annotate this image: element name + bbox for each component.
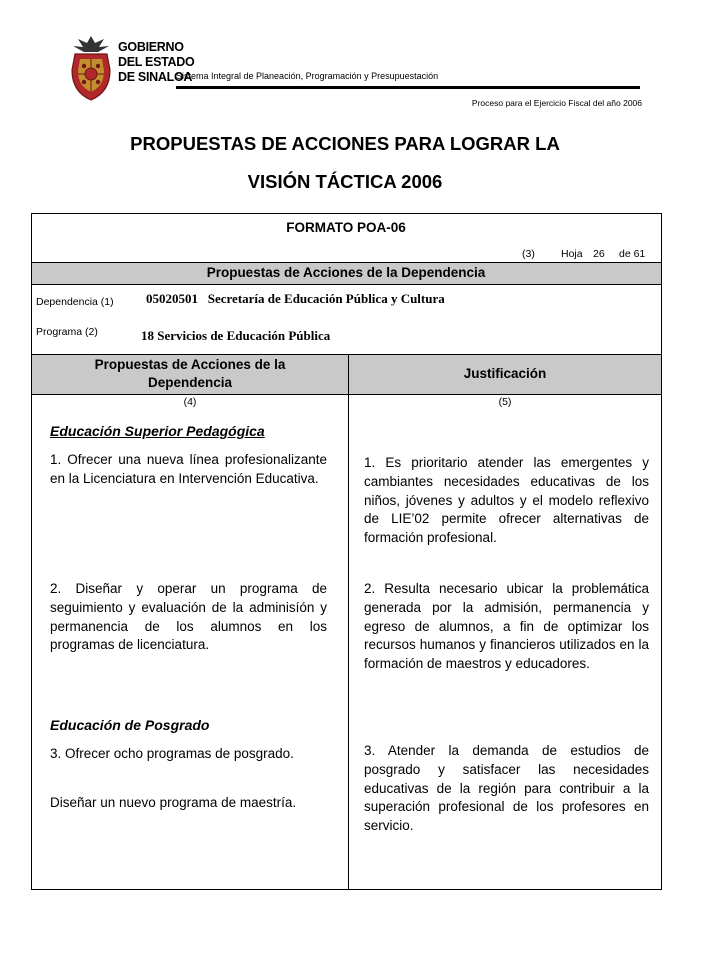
fiscal-process-label: Proceso para el Ejercicio Fiscal del año 2006: [471, 98, 642, 108]
divider: [32, 262, 661, 263]
column-header-justification: Justificación: [463, 366, 547, 381]
column-ref-5: (5): [498, 396, 512, 408]
document-title-line-1: PROPUESTAS DE ACCIONES PARA LOGRAR LA: [130, 133, 560, 154]
heading-educacion-superior: Educación Superior Pedagógica: [50, 423, 265, 439]
dependencia-value: 05020501 Secretaría de Educación Pública y Cultura: [146, 291, 445, 306]
programa-label: Programa (2): [36, 326, 98, 338]
action-item-1: 1. Ofrecer una nueva línea profesionalizante en la Licenciatura en Intervención Educativa.: [50, 452, 327, 486]
sheet-number: 26: [593, 248, 605, 260]
programa-value: 18 Servicios de Educación Pública: [141, 328, 331, 343]
action-item-2: 2. Diseñar y operar un programa de seguimiento y evaluación de la adminisíón y permanencia de los alumnos en los programas de licenciatura.: [50, 581, 327, 653]
sheet-label: Hoja: [561, 248, 583, 260]
header-rule: [176, 86, 640, 89]
section-header: Propuestas de Acciones de la Dependencia: [206, 265, 486, 280]
action-item-3: 3. Ofrecer ocho programas de posgrado.: [50, 746, 294, 761]
poa-form: [31, 213, 662, 890]
state-coat-of-arms-icon: [68, 34, 114, 102]
sheet-total: de 61: [619, 248, 646, 260]
action-item-3b: Diseñar un nuevo programa de maestría.: [50, 795, 297, 810]
justification-1: 1. Es prioritario atender las emergentes y cambiantes necesidades educativas de los niños, jóvenes y adultos y el modelo reflexivo de LIE’02 permite ofrecer alternativas de formación profesional.: [364, 455, 649, 546]
government-logo-text: [118, 40, 195, 85]
logo-line-3: DE SINALOA: [118, 70, 193, 84]
logo-line-1: GOBIERNO: [118, 40, 184, 54]
dependencia-label: Dependencia (1): [36, 296, 114, 308]
divider: [32, 284, 661, 285]
format-label: FORMATO POA-06: [286, 220, 406, 235]
justification-2: 2. Resulta necesario ubicar la problemática generada por la admisión, permanencia y egreso de alumnos, a fin de optimizar los recursos humanos y financieros utilizados en la formación de maestros y educadores.: [364, 581, 649, 672]
column-ref-4: (4): [183, 396, 197, 408]
column-divider: [348, 354, 349, 889]
ref-3: (3): [522, 248, 535, 260]
system-title: Sistema Integral de Planeación, Programación y Presupuestación: [176, 71, 439, 81]
divider: [32, 394, 661, 395]
divider: [32, 354, 661, 355]
document-title-line-2: VISIÓN TÁCTICA 2006: [247, 171, 443, 192]
column-header-actions: Propuestas de Acciones de la Dependencia: [94, 357, 286, 390]
logo-line-2: DEL ESTADO: [118, 55, 195, 69]
justification-3: 3. Atender la demanda de estudios de posgrado y satisfacer las necesidades educativas de la región para contribuir a la superación profesional de los profesores en servicio.: [364, 743, 649, 834]
heading-educacion-posgrado: Educación de Posgrado: [50, 717, 210, 733]
